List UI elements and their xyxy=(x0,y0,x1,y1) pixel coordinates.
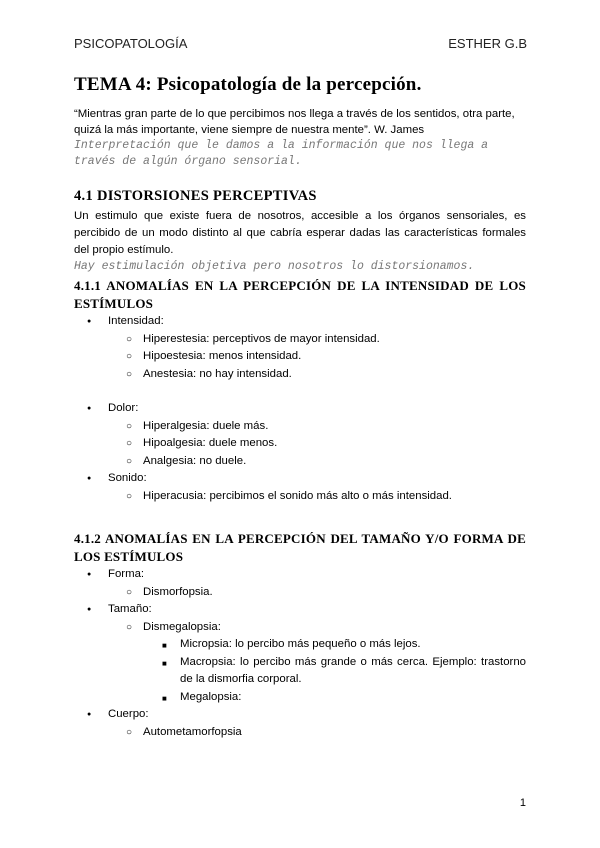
list-item: ○ Hiperestesia: perceptivos de mayor intensidad. xyxy=(108,331,526,349)
list-item xyxy=(74,566,526,601)
list-item: ○ Anestesia: no hay intensidad. xyxy=(108,366,526,384)
section-title-4-1: 4.1 DISTORSIONES PERCEPTIVAS xyxy=(74,188,317,204)
list-item xyxy=(108,619,526,707)
quote: “Mientras gran parte de lo que percibimos nos llega a través de los sentidos, otra parte, quizá la más importante, viene siempre de nuestra mente”. W. James xyxy=(74,108,515,136)
list-item: ■ Megalopsia: xyxy=(143,689,526,707)
document-body xyxy=(74,74,526,741)
list-item xyxy=(74,706,526,741)
list-item-label: Tamaño: xyxy=(108,603,152,615)
list-item xyxy=(74,470,526,505)
list-item-label: Forma: xyxy=(108,568,145,580)
list-item-label: Sonido: xyxy=(108,472,147,484)
list-item-label: Cuerpo: xyxy=(108,708,149,720)
list-item-label: Dismegalopsia: xyxy=(143,620,221,633)
list-item-label: Intensidad: xyxy=(108,315,164,327)
list-item-label: Dolor: xyxy=(108,402,139,414)
list-item: ■ Micropsia: lo percibo más pequeño o más lejos. xyxy=(143,636,526,654)
list-item xyxy=(74,313,526,383)
list-item xyxy=(74,601,526,706)
list-item: ■ Macropsia: lo percibo más grande o más cerca. Ejemplo: trastorno de la dismorfia corporal. xyxy=(143,654,526,689)
section-text-4-1: Un estimulo que existe fuera de nosotros, accesible a los órganos sensoriales, es percibido de un modo distinto al que cabría esperar dadas las características formales del propio estímulo. xyxy=(74,210,526,256)
list-item xyxy=(74,400,526,470)
section-title-4-1-1: 4.1.1 ANOMALÍAS EN LA PERCEPCIÓN DE LA INTENSIDAD DE LOS ESTÍMULOS xyxy=(74,278,526,311)
note-interpretation: Interpretación que le damos a la información que nos llega a través de algún órgano sensorial. xyxy=(74,139,489,168)
page-number: 1 xyxy=(519,797,526,809)
header-subject: PSICOPATOLOGÍA xyxy=(74,36,188,51)
list-item: ○ Analgesia: no duele. xyxy=(108,453,526,471)
list-item: ○ Dismorfopsia. xyxy=(108,584,526,602)
list-item: ○ Hipoalgesia: duele menos. xyxy=(108,435,526,453)
list-intensity xyxy=(74,313,526,383)
header-author: ESTHER G.B xyxy=(448,36,527,51)
list-item: ○ Hiperalgesia: duele más. xyxy=(108,418,526,436)
page-title: TEMA 4: Psicopatología de la percepción. xyxy=(74,74,422,95)
list-item: ○ Autometamorfopsia xyxy=(108,724,526,742)
list-pain-sound xyxy=(74,400,526,505)
list-size-shape xyxy=(74,566,526,741)
note-distortion: Hay estimulación objetiva pero nosotros lo distorsionamos. xyxy=(74,260,475,273)
list-item: ○ Hiperacusia: percibimos el sonido más alto o más intensidad. xyxy=(108,488,526,506)
list-item: ○ Hipoestesia: menos intensidad. xyxy=(108,348,526,366)
section-title-4-1-2: 4.1.2 ANOMALÍAS EN LA PERCEPCIÓN DEL TAMAÑO Y/O FORMA DE LOS ESTÍMULOS xyxy=(74,531,526,564)
